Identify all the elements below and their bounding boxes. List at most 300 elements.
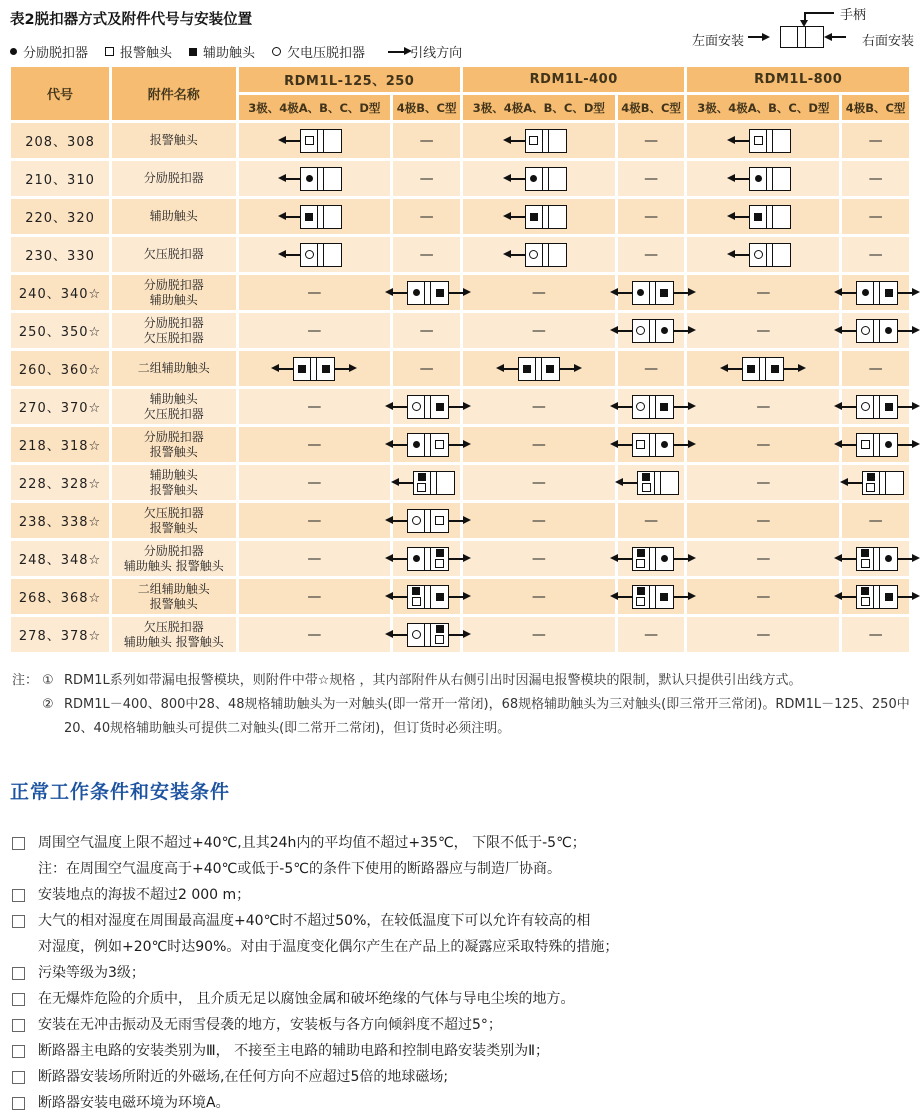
diagram-cell: — xyxy=(239,579,391,614)
shunt-release-icon xyxy=(661,441,668,448)
aux-contact-icon xyxy=(637,549,645,557)
breaker-box xyxy=(632,319,674,343)
col-group-rdm1l-125-250: RDM1L-125、250 xyxy=(239,67,460,92)
symbol-cell xyxy=(549,244,566,266)
diagram-cell xyxy=(393,427,460,462)
legend-item-undervoltage-release xyxy=(272,42,365,61)
diagram-cell: — xyxy=(239,503,391,538)
install-diagram xyxy=(735,243,791,267)
alarm-contact-icon xyxy=(861,597,870,606)
symbol-cell xyxy=(549,168,566,190)
left-arrow-icon xyxy=(832,36,846,38)
note-text: RDM1L系列如带漏电报警模块，则附件中带☆规格 ，其内部附件从右侧引出时因漏电报警模块的限制，默认只提供引出线方式。 xyxy=(64,673,802,688)
diagram-cell: — xyxy=(618,237,685,272)
diagram-cell: — xyxy=(463,503,615,538)
install-diagram xyxy=(393,547,463,571)
diagram-cell: — xyxy=(239,275,391,310)
install-diagram xyxy=(393,623,463,647)
legend-item-lead-direction xyxy=(382,42,462,61)
name-cell: 报警触头 xyxy=(112,123,235,158)
code-cell: 250、350☆ xyxy=(11,313,109,348)
diagram-cell: — xyxy=(239,389,391,424)
undervoltage-release-icon xyxy=(412,402,421,411)
lead-direction-arrow-icon xyxy=(449,444,463,446)
symbol-cell xyxy=(880,548,897,570)
shunt-release-icon xyxy=(530,175,537,182)
symbol-cell xyxy=(773,244,790,266)
diagram-cell: — xyxy=(239,541,391,576)
table-row xyxy=(11,123,909,158)
table-row xyxy=(11,579,909,614)
aux-contact-icon xyxy=(523,365,531,373)
symbol-cell xyxy=(750,130,767,152)
install-diagram xyxy=(393,281,463,305)
condition-line: 在无爆炸危险的介质中， 且介质无足以腐蚀金属和破坏绝缘的气体与导电尘埃的地方。 xyxy=(38,991,575,1007)
code-cell: 208、308 xyxy=(11,123,109,158)
install-diagram xyxy=(618,547,688,571)
install-diagram xyxy=(511,167,567,191)
symbol-cell xyxy=(408,434,425,456)
shunt-release-icon xyxy=(885,441,892,448)
aux-contact-icon xyxy=(412,587,420,595)
lead-direction-arrow-icon xyxy=(898,406,912,408)
breaker-box xyxy=(856,319,898,343)
aux-contact-icon xyxy=(530,213,538,221)
diagram-cell xyxy=(393,541,460,576)
diagram-cell: — xyxy=(463,389,615,424)
symbol-cell xyxy=(519,358,536,380)
install-diagram xyxy=(286,129,342,153)
diagram-cell xyxy=(239,161,391,196)
diagram-cell: — xyxy=(618,199,685,234)
symbol-cell xyxy=(773,168,790,190)
condition-item xyxy=(12,882,920,908)
install-diagram xyxy=(393,509,463,533)
undervoltage-release-icon xyxy=(305,250,314,259)
lead-direction-arrow-icon xyxy=(393,558,407,560)
condition-line: 断路器安装场所附近的外磁场,在任何方向不应超过5倍的地球磁场; xyxy=(38,1069,449,1085)
install-diagram xyxy=(618,585,688,609)
diagram-cell xyxy=(618,389,685,424)
left-mount-label: 左面安装 xyxy=(692,34,745,49)
symbol-cell xyxy=(431,548,448,570)
condition-text xyxy=(38,882,250,908)
diagram-cell: — xyxy=(842,237,909,272)
install-diagram xyxy=(399,471,455,495)
condition-line: 注：在周围空气温度高于+40℃或低于-5℃的条件下使用的断路器应与制造厂协商。 xyxy=(38,861,561,877)
lead-direction-arrow-icon xyxy=(286,254,300,256)
accessory-table xyxy=(8,64,912,655)
lead-direction-arrow-icon xyxy=(449,292,463,294)
symbol-cell xyxy=(661,472,678,494)
aux-contact-icon xyxy=(305,213,313,221)
undervoltage-release-icon xyxy=(636,402,645,411)
diagram-cell: — xyxy=(393,199,460,234)
diagram-cell xyxy=(463,123,615,158)
aux-contact-icon xyxy=(861,549,869,557)
aux-contact-icon xyxy=(436,593,444,601)
symbol-cell xyxy=(656,320,673,342)
name-cell: 辅助触头 欠压脱扣器 xyxy=(112,389,235,424)
symbol-cell xyxy=(857,548,874,570)
diagram-cell xyxy=(842,579,909,614)
name-cell: 欠压脱扣器 报警触头 xyxy=(112,503,235,538)
diagram-cell: — xyxy=(393,161,460,196)
diagram-cell: — xyxy=(239,313,391,348)
install-diagram xyxy=(618,395,688,419)
legend-label: 辅助触头 xyxy=(203,46,256,61)
breaker-box xyxy=(413,471,455,495)
subcol-3pole: 3极、4极A、B、C、D型 xyxy=(687,95,839,120)
diagram-cell: — xyxy=(842,123,909,158)
lead-direction-arrow-icon xyxy=(842,444,856,446)
undervoltage-release-icon xyxy=(529,250,538,259)
aux-contact-icon xyxy=(298,365,306,373)
condition-line: 大气的相对湿度在周围最高温度+40℃时不超过50%，在较低温度下可以允许有较高的相 xyxy=(38,913,591,929)
table-row xyxy=(11,275,909,310)
symbol-cell xyxy=(857,586,874,608)
diagram-cell: — xyxy=(618,503,685,538)
diagram-cell: — xyxy=(463,541,615,576)
symbol-cell xyxy=(880,396,897,418)
footnote-1 xyxy=(12,669,920,693)
breaker-box xyxy=(525,167,567,191)
alarm-contact-icon xyxy=(861,440,870,449)
diagram-cell: — xyxy=(393,351,460,386)
condition-text xyxy=(38,908,618,960)
install-diagram xyxy=(618,433,688,457)
diagram-cell xyxy=(393,389,460,424)
diagram-cell: — xyxy=(842,161,909,196)
diagram-cell xyxy=(618,275,685,310)
lead-direction-arrow-icon xyxy=(279,368,293,370)
diagram-cell xyxy=(618,579,685,614)
symbol-cell xyxy=(656,434,673,456)
symbol-cell xyxy=(863,472,880,494)
code-cell: 210、310 xyxy=(11,161,109,196)
code-cell: 260、360☆ xyxy=(11,351,109,386)
condition-line: 对湿度，例如+20℃时达90%。对由于温度变化偶尔产生在产品上的凝露应采取特殊的措施； xyxy=(38,939,619,955)
alarm-contact-icon xyxy=(636,559,645,568)
shunt-release-icon xyxy=(413,289,420,296)
code-cell: 270、370☆ xyxy=(11,389,109,424)
breaker-box xyxy=(862,471,904,495)
symbol-cell xyxy=(880,282,897,304)
footnote-2 xyxy=(12,693,920,741)
diagram-cell xyxy=(842,465,909,500)
diagram-cell xyxy=(393,617,460,652)
table-row xyxy=(11,389,909,424)
symbol-cell xyxy=(886,472,903,494)
install-diagram xyxy=(842,585,912,609)
checkbox-icon xyxy=(12,915,25,928)
lead-direction-arrow-icon xyxy=(842,558,856,560)
breaker-box xyxy=(293,357,335,381)
condition-line: 周围空气温度上限不超过+40℃,且其24h内的平均值不超过+35℃， 下限不低于-5℃； xyxy=(38,835,586,851)
lead-direction-arrow-icon xyxy=(286,216,300,218)
col-group-rdm1l-800: RDM1L-800 xyxy=(687,67,909,92)
symbol-cell xyxy=(633,586,650,608)
diagram-cell xyxy=(842,427,909,462)
install-diagram xyxy=(618,281,688,305)
diagram-cell xyxy=(842,313,909,348)
install-diagram xyxy=(286,243,342,267)
note-number-1: ① xyxy=(42,673,54,688)
symbol-cell xyxy=(549,130,566,152)
diagram-cell: — xyxy=(463,427,615,462)
aux-contact-icon xyxy=(747,365,755,373)
condition-text xyxy=(38,830,586,882)
breaker-box xyxy=(749,205,791,229)
shunt-release-icon xyxy=(306,175,313,182)
legend-label: 报警触头 xyxy=(120,46,173,61)
diagram-cell: — xyxy=(239,617,391,652)
aux-contact-icon xyxy=(861,587,869,595)
condition-line: 污染等级为3级； xyxy=(38,965,145,981)
diagram-cell xyxy=(393,579,460,614)
lead-direction-arrow-icon xyxy=(618,292,632,294)
diagram-cell xyxy=(463,161,615,196)
symbol-cell xyxy=(431,396,448,418)
symbol-cell xyxy=(301,168,318,190)
symbol-cell xyxy=(526,244,543,266)
symbol-legend xyxy=(10,42,462,61)
lead-direction-arrow-icon xyxy=(618,330,632,332)
lead-direction-arrow-icon xyxy=(449,596,463,598)
lead-direction-arrow-icon xyxy=(286,178,300,180)
breaker-box xyxy=(525,205,567,229)
breaker-box xyxy=(407,623,449,647)
mounting-diagram xyxy=(692,4,916,60)
checkbox-icon xyxy=(12,1097,25,1110)
table-body xyxy=(11,123,909,652)
subcol-4pole: 4极B、C型 xyxy=(842,95,909,120)
lead-direction-arrow-icon xyxy=(393,444,407,446)
symbol-cell xyxy=(773,130,790,152)
lead-direction-arrow-icon xyxy=(674,558,688,560)
aux-contact-icon xyxy=(436,289,444,297)
lead-direction-arrow-icon xyxy=(449,406,463,408)
diagram-cell: — xyxy=(842,199,909,234)
symbol-cell xyxy=(431,586,448,608)
diagram-cell: — xyxy=(687,617,839,652)
diagram-cell xyxy=(393,503,460,538)
symbol-cell xyxy=(437,472,454,494)
symbol-cell xyxy=(766,358,783,380)
lead-direction-arrow-icon xyxy=(898,292,912,294)
symbol-cell xyxy=(526,206,543,228)
symbol-cell xyxy=(743,358,760,380)
symbol-cell xyxy=(324,130,341,152)
lead-direction-arrow-icon xyxy=(335,368,349,370)
breaker-box xyxy=(856,433,898,457)
aux-contact-icon xyxy=(885,289,893,297)
code-cell: 218、318☆ xyxy=(11,427,109,462)
breaker-box xyxy=(749,167,791,191)
install-diagram xyxy=(735,129,791,153)
lead-direction-arrow-icon xyxy=(511,254,525,256)
lead-direction-arrow-icon xyxy=(286,140,300,142)
aux-contact-icon xyxy=(867,473,875,481)
diagram-cell xyxy=(842,389,909,424)
code-cell: 268、368☆ xyxy=(11,579,109,614)
name-cell: 分励脱扣器 欠压脱扣器 xyxy=(112,313,235,348)
symbol-cell xyxy=(857,396,874,418)
diagram-cell xyxy=(393,465,460,500)
aux-contact-icon xyxy=(754,213,762,221)
table-row xyxy=(11,617,909,652)
table-row xyxy=(11,161,909,196)
alarm-contact-icon xyxy=(435,635,444,644)
breaker-box xyxy=(407,433,449,457)
lead-direction-arrow-icon xyxy=(449,558,463,560)
diagram-cell xyxy=(463,237,615,272)
diagram-cell: — xyxy=(393,237,460,272)
right-mount-label: 右面安装 xyxy=(862,34,915,49)
legend-label: 分励脱扣器 xyxy=(23,46,89,61)
diagram-cell xyxy=(618,465,685,500)
symbol-cell xyxy=(408,282,425,304)
table-row xyxy=(11,313,909,348)
legend-item-aux-contact xyxy=(189,42,255,61)
lead-direction-arrow-icon xyxy=(735,178,749,180)
symbol-cell xyxy=(549,206,566,228)
install-diagram xyxy=(393,395,463,419)
symbol-cell xyxy=(431,510,448,532)
diagram-cell: — xyxy=(687,503,839,538)
legend-item-alarm-contact xyxy=(105,42,172,61)
subcol-4pole: 4极B、C型 xyxy=(393,95,460,120)
lead-direction-arrow-icon xyxy=(898,558,912,560)
undervoltage-release-icon xyxy=(636,326,645,335)
code-cell: 278、378☆ xyxy=(11,617,109,652)
install-diagram xyxy=(842,433,912,457)
diagram-cell xyxy=(463,199,615,234)
diagram-cell xyxy=(239,351,391,386)
lead-direction-arrow-icon xyxy=(504,368,518,370)
diagram-cell: — xyxy=(463,617,615,652)
table-row xyxy=(11,465,909,500)
breaker-box xyxy=(749,243,791,267)
condition-item xyxy=(12,1038,920,1064)
symbol-cell xyxy=(542,358,559,380)
breaker-box xyxy=(856,395,898,419)
condition-text xyxy=(38,1038,549,1064)
symbol-cell xyxy=(408,548,425,570)
alarm-contact-icon xyxy=(105,47,114,56)
lead-direction-arrow-icon xyxy=(728,368,742,370)
diagram-cell: — xyxy=(463,313,615,348)
checkbox-icon xyxy=(12,967,25,980)
section-title: 正常工作条件和安装条件 xyxy=(10,781,231,803)
symbol-cell xyxy=(408,586,425,608)
condition-item xyxy=(12,1012,920,1038)
breaker-box xyxy=(632,395,674,419)
install-diagram xyxy=(728,357,798,381)
diagram-cell: — xyxy=(687,465,839,500)
diagram-cell: — xyxy=(618,123,685,158)
symbol-cell xyxy=(408,396,425,418)
lead-direction-arrow-icon xyxy=(511,140,525,142)
symbol-cell xyxy=(750,168,767,190)
diagram-cell xyxy=(618,313,685,348)
symbol-cell xyxy=(633,434,650,456)
note-number-2: ② xyxy=(42,697,54,712)
symbol-cell xyxy=(324,206,341,228)
code-cell: 230、330 xyxy=(11,237,109,272)
install-diagram xyxy=(279,357,349,381)
shunt-release-icon xyxy=(661,327,668,334)
breaker-box xyxy=(518,357,560,381)
name-cell: 辅助触头 报警触头 xyxy=(112,465,235,500)
diagram-cell xyxy=(393,275,460,310)
symbol-cell xyxy=(301,130,318,152)
breaker-box xyxy=(637,471,679,495)
symbol-cell xyxy=(301,206,318,228)
install-diagram xyxy=(735,167,791,191)
aux-contact-icon xyxy=(885,403,893,411)
diagram-cell: — xyxy=(842,617,909,652)
code-cell: 238、338☆ xyxy=(11,503,109,538)
condition-line: 安装地点的海拔不超过2 000 m； xyxy=(38,887,251,903)
symbol-cell xyxy=(324,168,341,190)
shunt-release-icon xyxy=(637,289,644,296)
condition-item xyxy=(12,960,920,986)
shunt-release-icon xyxy=(885,327,892,334)
table-row xyxy=(11,199,909,234)
subcol-3pole: 3极、4极A、B、C、D型 xyxy=(463,95,615,120)
symbol-cell xyxy=(638,472,655,494)
undervoltage-release-icon xyxy=(272,47,281,56)
legend-label: 引线方向 xyxy=(410,46,463,61)
install-diagram xyxy=(842,319,912,343)
condition-text xyxy=(38,986,574,1012)
lead-direction-arrow-icon xyxy=(449,634,463,636)
diagram-cell xyxy=(842,541,909,576)
checkbox-icon xyxy=(12,889,25,902)
symbol-cell xyxy=(633,282,650,304)
subcol-3pole: 3极、4极A、B、C、D型 xyxy=(239,95,391,120)
symbol-cell xyxy=(656,586,673,608)
name-cell: 分励脱扣器 报警触头 xyxy=(112,427,235,462)
shunt-release-icon xyxy=(413,555,420,562)
footnotes xyxy=(12,669,920,741)
diagram-cell: — xyxy=(842,351,909,386)
diagram-cell xyxy=(687,199,839,234)
symbol-cell xyxy=(526,168,543,190)
breaker-box xyxy=(407,585,449,609)
alarm-contact-icon xyxy=(305,136,314,145)
note-text: RDM1L－400、800中28、48规格辅助触头为一对触头(即一常开一常闭)，68规格辅助触头为三对触头(即三常开三常闭)。RDM1L－125、250中 20、40规格辅助触头可提供二对触头(即二常开二常闭)，但订货时必须注明。 xyxy=(64,697,910,736)
diagram-cell: — xyxy=(687,541,839,576)
checkbox-icon xyxy=(12,1019,25,1032)
breaker-box xyxy=(407,395,449,419)
handle-label: 手柄 xyxy=(840,8,867,23)
name-cell: 二组辅助触头 报警触头 xyxy=(112,579,235,614)
symbol-cell xyxy=(633,548,650,570)
diagram-cell: — xyxy=(687,275,839,310)
undervoltage-release-icon xyxy=(861,326,870,335)
lead-direction-arrow-icon xyxy=(735,254,749,256)
shunt-release-icon xyxy=(413,441,420,448)
install-diagram xyxy=(286,167,342,191)
aux-contact-icon xyxy=(418,473,426,481)
breaker-box xyxy=(300,167,342,191)
lead-direction-arrow-icon xyxy=(393,634,407,636)
shunt-release-icon xyxy=(10,48,17,55)
breaker-box xyxy=(749,129,791,153)
install-diagram xyxy=(735,205,791,229)
